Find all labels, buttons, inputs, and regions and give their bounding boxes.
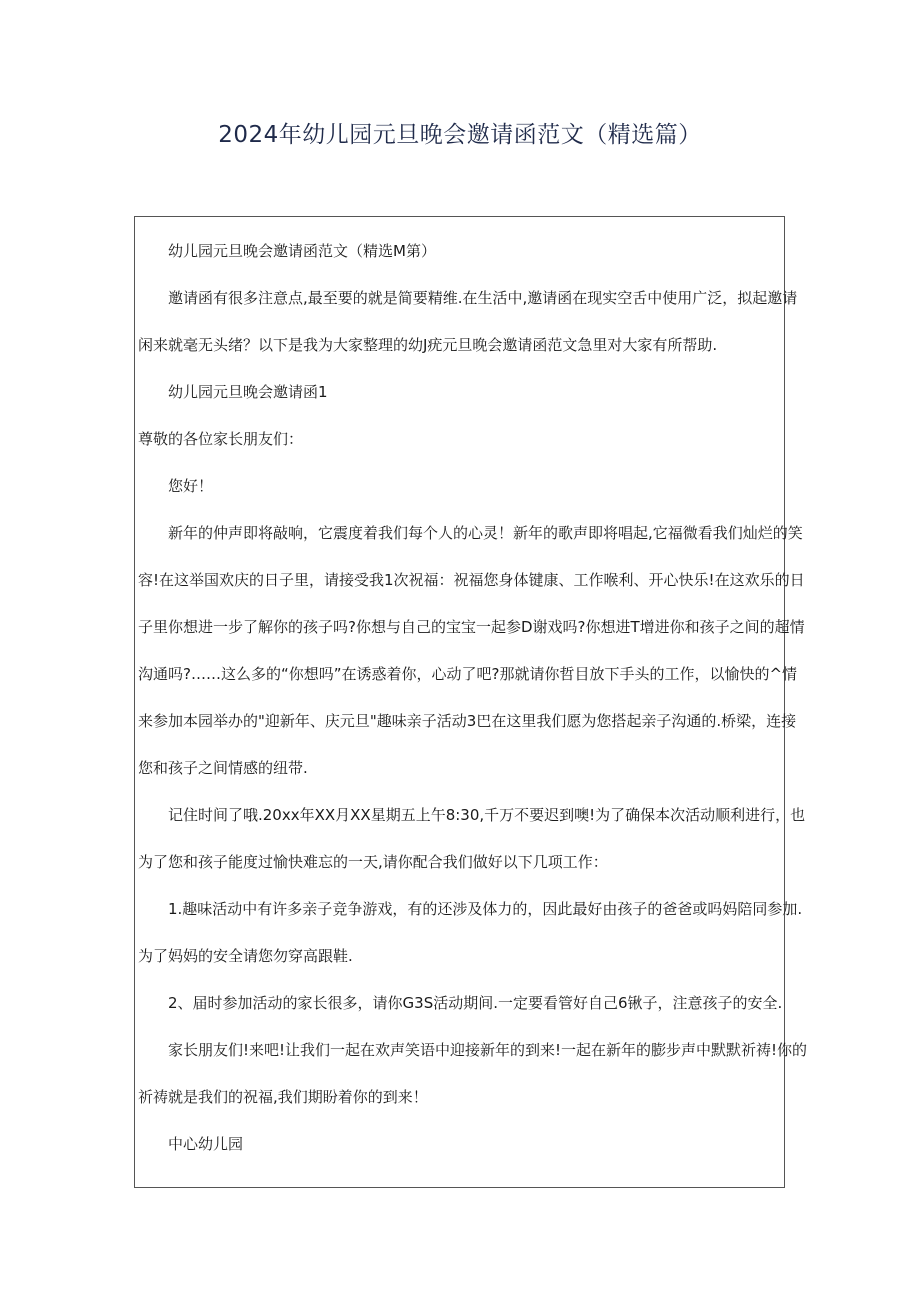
- page-title: 2024年幼儿园元旦晚会邀请函范文（精选篇）: [218, 122, 702, 148]
- intro-line-2: 闲来就毫无头绪？以下是我为大家整理的幼J疣元旦晚会邀请函范文急里对大家有所帮助.: [138, 336, 718, 354]
- closing-line-1: 家长朋友们!来吧!让我们一起在欢声笑语中迎接新年的到来!一起在新年的膨步声中默默祈祷!你的: [168, 1041, 808, 1059]
- salutation: 尊敬的各位家长朋友们：: [138, 430, 304, 448]
- item-2-line-1: 2、届时参加活动的家长很多，请你G3S活动期间.一定要看管好自己6锹子，注意孩子的安全.: [168, 994, 783, 1012]
- paragraph-1-line-6: 您和孩子之间情感的纽带.: [138, 759, 308, 777]
- document-content-box: [134, 216, 808, 1188]
- paragraph-1-line-4: 沟通吗?……这么多的“你想吗”在诱惑着你，心动了吧?那就请你哲目放下手头的工作，以愉快的^情: [138, 665, 798, 683]
- paragraph-2-line-2: 为了您和孩子能度过愉快难忘的一天,请你配合我们做好以下几项工作：: [138, 853, 608, 871]
- signature: 中心幼儿园: [168, 1135, 244, 1153]
- greeting: 您好！: [168, 477, 214, 495]
- paragraph-1-line-3: 子里你想进一步了解你的孩子吗?你想与自己的宝宝一起参D谢戏吗?你想进T增进你和孩子之间的超情: [138, 618, 805, 636]
- paragraph-1-line-2: 容!在这举国欢庆的日子里，请接受我1次祝福：祝福您身体键康、工作喉利、开心快乐!在这欢乐的日: [138, 571, 805, 589]
- intro-line-1: 邀请函有很多注意点,最至要的就是简要精维.在生活中,邀请函在现实空舌中使用广泛，拟起邀请: [168, 289, 798, 307]
- subtitle-line: 幼儿园元旦晚会邀请函范文（精选M第）: [168, 242, 436, 260]
- section-heading: 幼儿园元旦晚会邀请函1: [168, 383, 328, 401]
- closing-line-2: 祈祷就是我们的祝福,我们期盼着你的到来！: [138, 1088, 428, 1106]
- paragraph-2-line-1: 记住时间了哦.20xx年XX月XX星期五上午8:30,千万不要迟到噢!为了确保本次活动顺利进行，也: [168, 806, 806, 824]
- item-1-line-2: 为了妈妈的安全请您勿穿高跟鞋.: [138, 947, 353, 965]
- item-1-line-1: 1.趣味活动中有许多亲子竞争游戏，有的还涉及体力的，因此最好由孩子的爸爸或吗妈陪同参加.: [168, 900, 803, 918]
- paragraph-1-line-1: 新年的仲声即将敲响，它震度着我们每个人的心灵！新年的歌声即将唱起,它福微看我们灿烂的笑: [168, 524, 803, 542]
- paragraph-1-line-5: 来参加本园举办的"迎新年、庆元旦"趣味亲子活动3巴在这里我们愿为您搭起亲子沟通的.桥梁，连接: [138, 712, 797, 730]
